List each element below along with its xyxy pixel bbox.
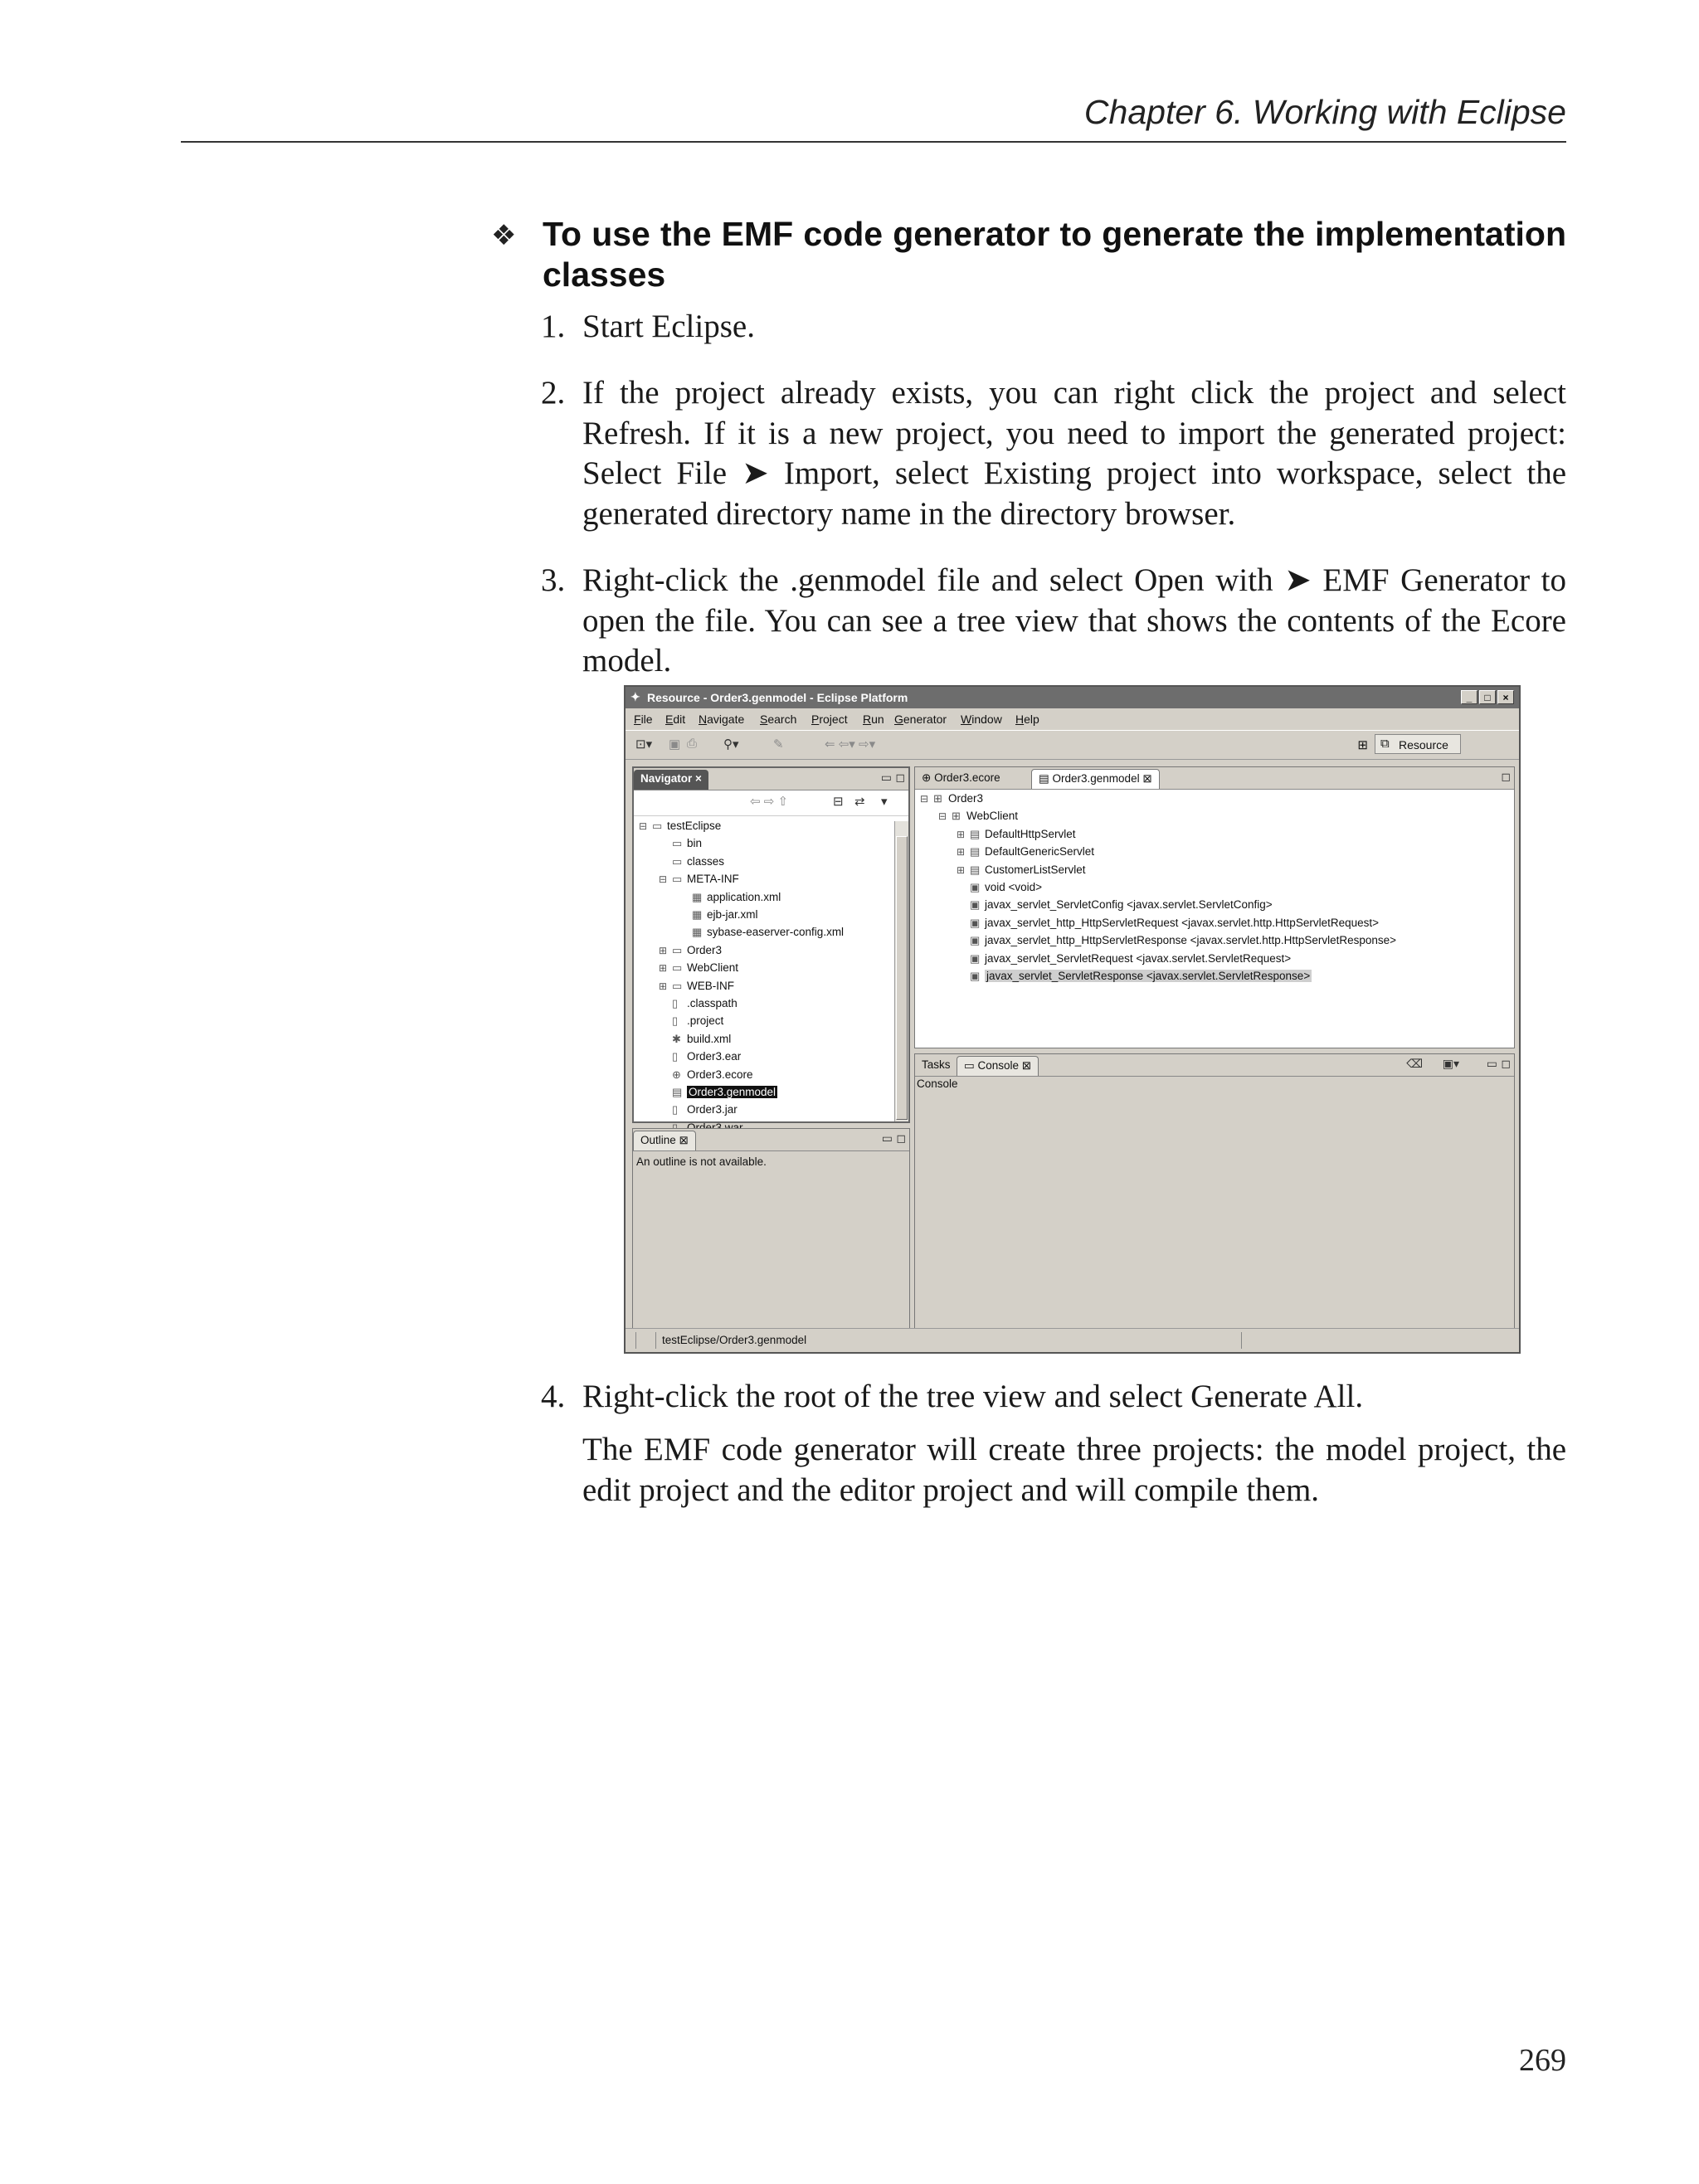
expand-toggle-icon[interactable]: ⊟	[659, 873, 668, 886]
step-text: Right-click the .genmodel file and select Open with ➤ EMF Generator to open the file. You can see a tree view that shows the contents of the Ecore model.	[582, 562, 1566, 679]
navigator-tree	[634, 820, 893, 1120]
tree-item-label: javax_servlet_http_HttpServletRequest <javax.servlet.http.HttpServletRequest>	[985, 916, 1379, 929]
tree-item[interactable]	[639, 820, 893, 837]
console-label: Console	[917, 1077, 958, 1090]
console-view	[914, 1053, 1515, 1329]
outline-message: An outline is not available.	[636, 1155, 767, 1168]
minimize-view-icon[interactable]: ▭	[880, 771, 892, 784]
tab-navigator[interactable]: Navigator ×	[634, 770, 708, 790]
close-button[interactable]: ×	[1497, 690, 1514, 704]
tab-label: Order3.genmodel ⊠	[1052, 772, 1152, 785]
tree-item-label: javax_servlet_ServletConfig <javax.servlet.ServletConfig>	[985, 898, 1273, 912]
tree-item-label: WebClient	[687, 961, 739, 975]
tab-outline[interactable]: Outline ⊠	[633, 1131, 696, 1150]
perspective-button[interactable]	[1375, 734, 1461, 754]
expand-toggle-icon[interactable]: ⊟	[938, 810, 947, 823]
menu-generator[interactable]: Generator	[894, 713, 947, 726]
tree-item[interactable]	[659, 837, 893, 854]
genmodel-tree	[915, 792, 1499, 1041]
tree-item[interactable]	[679, 891, 893, 908]
console-tabstrip	[915, 1054, 1514, 1077]
tree-item[interactable]	[938, 810, 1499, 827]
tab-console[interactable]: ▭ Console ⊠	[957, 1056, 1039, 1076]
scrollbar-thumb[interactable]	[896, 836, 908, 1120]
maximize-view-icon[interactable]: ◻	[896, 1131, 906, 1145]
folder-icon: ▭	[672, 961, 683, 975]
status-path: testEclipse/Order3.genmodel	[662, 1334, 807, 1346]
tree-item[interactable]	[659, 980, 893, 997]
tree-item[interactable]	[659, 997, 893, 1014]
tab-order3-genmodel[interactable]: ▤ Order3.genmodel ⊠	[1031, 769, 1160, 789]
status-separator	[1241, 1332, 1242, 1349]
status-bar	[626, 1328, 1519, 1352]
datatype-icon: ▣	[970, 951, 981, 965]
step-text: If the project already exists, you can right click the project and select Refresh. If it is a new project, you need to import the generated project: Select File ➤ Import, select Existing project into workspace, select the generated directory name in the directory browser.	[582, 375, 1566, 532]
outline-tabstrip	[633, 1129, 909, 1151]
menu-run[interactable]: Run	[863, 713, 884, 726]
outline-view	[632, 1128, 910, 1329]
file-icon: ▯	[672, 1014, 679, 1028]
new-wizard-icon[interactable]: ⊡▾	[635, 737, 653, 752]
minimize-view-icon[interactable]: ▭	[1486, 1057, 1497, 1070]
tree-item-label: DefaultHttpServlet	[985, 827, 1076, 840]
tree-item[interactable]	[957, 845, 1499, 863]
tree-item-label: classes	[687, 854, 725, 868]
menu-file[interactable]: File	[634, 713, 653, 726]
tree-item[interactable]	[659, 1086, 893, 1103]
tree-item-label: build.xml	[687, 1032, 732, 1045]
tree-item-label: sybase-easerver-config.xml	[707, 926, 845, 939]
xml-icon: ▦	[692, 908, 703, 921]
maximize-view-icon[interactable]: ◻	[895, 771, 905, 784]
tree-item[interactable]	[679, 926, 893, 943]
tree-item-label: Order3.jar	[687, 1103, 738, 1116]
tree-item[interactable]	[659, 1050, 893, 1068]
expand-toggle-icon[interactable]: ⊟	[920, 793, 929, 805]
expand-toggle-icon[interactable]: ⊞	[659, 944, 668, 956]
closing-paragraph: The EMF code generator will create three projects: the model project, the edit project and the editor project and will compile them.	[582, 1432, 1566, 1508]
genmodel-icon: ▤	[672, 1086, 683, 1098]
page-number: 269	[1519, 2043, 1566, 2078]
tree-item[interactable]	[659, 1103, 893, 1121]
datatype-icon: ▣	[970, 916, 981, 929]
menu-bar	[626, 710, 1519, 728]
menu-navigate[interactable]: Navigate	[699, 713, 745, 726]
menu-window[interactable]: Window	[961, 713, 1002, 726]
procedure-bullet-icon: ❖	[491, 219, 517, 252]
search-icon[interactable]: ⚲▾	[723, 737, 739, 752]
tree-item-label: Order3	[948, 792, 984, 805]
collapse-all-icon[interactable]: ⊟	[833, 795, 844, 809]
tree-item-label: Order3	[687, 943, 723, 956]
tree-item-label: application.xml	[707, 890, 781, 903]
file-icon: ▯	[672, 1050, 679, 1063]
tree-item-label: bin	[687, 837, 703, 850]
step-number: 2.	[541, 375, 566, 411]
window-title: Resource - Order3.genmodel - Eclipse Platform	[647, 691, 908, 704]
status-separator	[635, 1332, 636, 1349]
tree-item-label: META-INF	[687, 873, 739, 886]
procedure-title: To use the EMF code generator to generate the implementation classes	[543, 215, 1566, 294]
menu-project[interactable]: Project	[811, 713, 848, 726]
tab-order3-ecore[interactable]: ⊕ Order3.ecore	[922, 771, 1000, 784]
tree-item-label: Order3.genmodel	[689, 1086, 776, 1098]
menu-help[interactable]: Help	[1015, 713, 1039, 726]
maximize-button[interactable]: □	[1479, 690, 1496, 704]
navigator-view	[632, 766, 910, 1123]
expand-toggle-icon[interactable]: ⊞	[659, 962, 668, 975]
main-toolbar	[626, 730, 1519, 760]
tab-tasks[interactable]: Tasks	[922, 1058, 951, 1071]
eclipse-screenshot	[624, 685, 1521, 1354]
tree-item-label: testEclipse	[667, 820, 722, 832]
tree-item-label: .classpath	[687, 997, 738, 1009]
genmodel-editor	[914, 766, 1515, 1048]
folder-icon: ▭	[672, 873, 683, 886]
tree-item-label: WebClient	[966, 810, 1019, 823]
tree-item[interactable]	[957, 898, 1499, 916]
tree-item-label: DefaultGenericServlet	[985, 845, 1095, 859]
tree-item-label: Order3.ear	[687, 1050, 742, 1063]
datatype-icon: ▣	[970, 934, 981, 947]
xml-icon: ▦	[692, 890, 703, 903]
navigator-scrollbar[interactable]	[894, 821, 908, 1121]
datatype-icon: ▣	[970, 970, 981, 982]
step-text: Start Eclipse.	[582, 309, 755, 344]
open-perspective-icon[interactable]: ⊞	[1357, 738, 1368, 752]
class-icon: ▤	[970, 863, 981, 876]
ant-icon: ✱	[672, 1032, 681, 1045]
folder-icon: ▭	[652, 820, 663, 832]
expand-toggle-icon[interactable]: ⊞	[957, 828, 966, 840]
eclipse-app-icon: ✦	[630, 690, 640, 703]
window-titlebar	[626, 687, 1519, 708]
tab-label: Console ⊠	[977, 1059, 1032, 1072]
tree-item[interactable]	[659, 855, 893, 873]
tree-item-label: ejb-jar.xml	[707, 908, 758, 921]
tree-item[interactable]	[659, 873, 893, 890]
xml-icon: ▦	[692, 926, 703, 939]
tree-item[interactable]	[957, 828, 1499, 845]
folder-icon: ▭	[672, 979, 683, 992]
tree-item[interactable]	[659, 1068, 893, 1086]
datatype-icon: ▣	[970, 881, 981, 893]
tree-item-label: Order3.ecore	[687, 1068, 753, 1081]
chapter-header: Chapter 6. Working with Eclipse	[1083, 93, 1566, 131]
minimize-view-icon[interactable]: ▭	[881, 1131, 893, 1145]
ecore-icon: ⊕	[672, 1068, 681, 1081]
class-icon: ▤	[970, 827, 981, 840]
tree-item-label: javax_servlet_ServletResponse <javax.servlet.ServletResponse>	[986, 970, 1311, 982]
tree-item[interactable]	[659, 1033, 893, 1050]
tree-item[interactable]	[957, 970, 1499, 987]
step-text: Right-click the root of the tree view and select Generate All.	[582, 1379, 1364, 1414]
print-icon[interactable]: ⎙	[687, 737, 698, 751]
tree-item-label: CustomerListServlet	[985, 863, 1086, 876]
maximize-editor-icon[interactable]: ◻	[1501, 770, 1511, 783]
step-number: 4.	[541, 1379, 566, 1414]
clear-console-icon[interactable]: ⌫	[1406, 1057, 1423, 1070]
folder-icon: ▭	[672, 854, 683, 868]
tree-item-label: void <void>	[985, 881, 1043, 893]
tree-item[interactable]	[659, 1014, 893, 1032]
folder-icon: ▭	[672, 837, 683, 850]
pencil-icon[interactable]: ✎	[773, 737, 784, 752]
tree-item[interactable]	[957, 881, 1499, 898]
folder-icon: ▭	[672, 943, 683, 956]
save-icon[interactable]: ▣	[669, 737, 681, 752]
nav-back-icon[interactable]: ⇦ ⇨ ⇧	[750, 795, 789, 809]
back-arrow-icon[interactable]: ⇐ ⇦▾ ⇨▾	[825, 737, 876, 752]
file-icon: ▯	[672, 1103, 679, 1116]
step-number: 3.	[541, 562, 566, 598]
header-rule	[181, 141, 1566, 143]
status-separator	[655, 1332, 656, 1349]
datatype-icon: ▣	[970, 898, 981, 912]
view-menu-icon[interactable]: ▾	[881, 795, 888, 809]
tree-item[interactable]	[920, 792, 1499, 810]
file-icon: ▯	[672, 997, 679, 1009]
tree-item-label: .project	[687, 1014, 724, 1028]
resource-perspective-icon: ⧉	[1380, 737, 1390, 751]
menu-search[interactable]: Search	[760, 713, 797, 726]
minimize-button[interactable]: _	[1461, 690, 1477, 704]
navigator-toolbar	[634, 790, 908, 816]
expand-toggle-icon[interactable]: ⊞	[957, 863, 966, 876]
navigator-tabstrip	[634, 768, 908, 790]
tree-item-label: WEB-INF	[687, 979, 734, 992]
tree-item[interactable]	[659, 944, 893, 961]
tab-label: Order3.ecore	[934, 771, 1000, 784]
maximize-view-icon[interactable]: ◻	[1501, 1057, 1511, 1070]
tree-item[interactable]	[659, 961, 893, 979]
class-icon: ▤	[970, 845, 981, 859]
display-console-icon[interactable]: ▣▾	[1442, 1057, 1459, 1070]
package-icon: ⊞	[933, 792, 942, 805]
tree-item[interactable]	[679, 908, 893, 926]
tree-item[interactable]	[957, 917, 1499, 934]
perspective-label: Resource	[1399, 738, 1448, 752]
expand-toggle-icon[interactable]: ⊟	[639, 820, 648, 832]
link-editor-icon[interactable]: ⇄	[854, 795, 865, 809]
tree-item-label: javax_servlet_ServletRequest <javax.servlet.ServletRequest>	[985, 951, 1292, 965]
editor-tabstrip	[915, 767, 1514, 790]
expand-toggle-icon[interactable]: ⊞	[659, 980, 668, 992]
expand-toggle-icon[interactable]: ⊞	[957, 846, 966, 859]
tree-item[interactable]	[957, 863, 1499, 881]
step-number: 1.	[541, 309, 566, 344]
menu-edit[interactable]: Edit	[665, 713, 686, 726]
tree-item[interactable]	[957, 934, 1499, 951]
package-icon: ⊞	[952, 810, 961, 823]
tree-item[interactable]	[957, 952, 1499, 970]
tree-item-label: javax_servlet_http_HttpServletResponse <javax.servlet.http.HttpServletResponse>	[985, 934, 1397, 947]
